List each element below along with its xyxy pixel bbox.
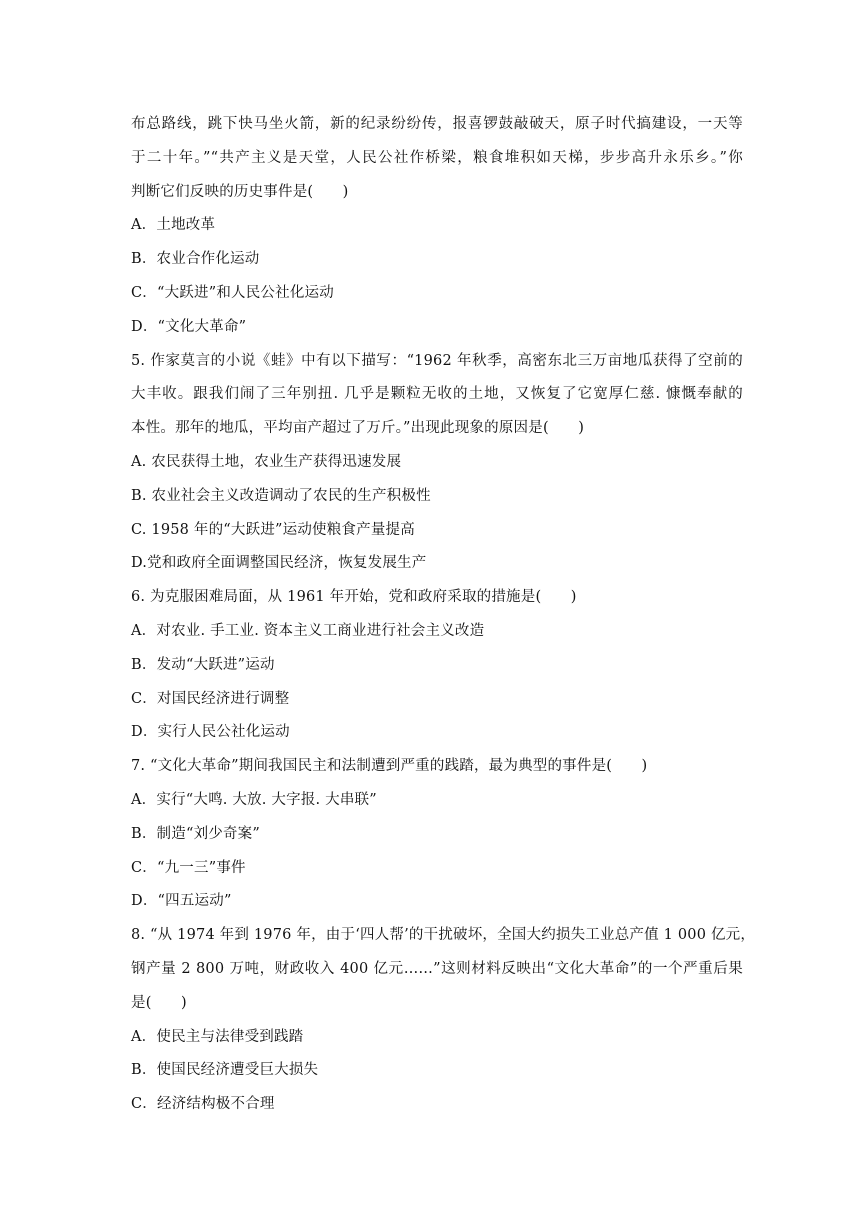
q6-option-b: B．发动“大跃进”运动: [131, 656, 275, 673]
q8-option-b: B．使国民经济遭受巨大损失: [131, 1062, 319, 1079]
document-body: [131, 108, 756, 1122]
q5-text-line-2: 大丰收。跟我们闹了三年别扭. 几乎是颗粒无收的土地，又恢复了它宽厚仁慈. 慷慨奉献的: [131, 386, 743, 403]
q8-question: 是( ): [131, 994, 187, 1011]
q5-option-b: B. 农业社会主义改造调动了农民的生产积极性: [131, 487, 431, 504]
q5-option-c: C. 1958 年的“大跃进”运动使粮食产量提高: [131, 521, 415, 538]
q8-option-a: A．使民主与法律受到践踏: [131, 1028, 304, 1045]
q4-text-line-2: 于二十年。”“共产主义是天堂，人民公社作桥梁，粮食堆积如天梯，步步高升永乐乡。”你: [131, 149, 743, 166]
q5-text-line-1: 5. 作家莫言的小说《蛙》中有以下描写：“1962 年秋季，高密东北三万亩地瓜获得了空前的: [131, 352, 743, 369]
q6-question: 6. 为克服困难局面，从 1961 年开始，党和政府采取的措施是( ): [131, 589, 577, 606]
q7-option-c: C．“九一三”事件: [131, 859, 246, 876]
q4-text-line-1: 布总路线，跳下快马坐火箭，新的纪录纷纷传，报喜锣鼓敲破天，原子时代搞建设，一天等: [131, 116, 743, 132]
q4-option-b: B．农业合作化运动: [131, 251, 260, 268]
q7-option-d: D．“四五运动”: [131, 893, 232, 910]
q4-option-d: D．“文化大革命”: [131, 318, 247, 335]
q4-option-c: C．“大跃进”和人民公社化运动: [131, 284, 334, 301]
q8-option-c: C．经济结构极不合理: [131, 1096, 275, 1113]
q8-text-line-2: 钢产量 2 800 万吨，财政收入 400 亿元……”这则材料反映出“文化大革命”的一个严重后果: [131, 960, 743, 977]
q4-option-a: A．土地改革: [131, 217, 216, 234]
q5-option-a: A. 农民获得土地，农业生产获得迅速发展: [131, 453, 402, 470]
q7-option-b: B．制造“刘少奇案”: [131, 825, 260, 842]
q6-option-c: C．对国民经济进行调整: [131, 690, 290, 707]
q6-option-a: A．对农业. 手工业. 资本主义工商业进行社会主义改造: [131, 622, 485, 639]
q7-question: 7. “文化大革命”期间我国民主和法制遭到严重的践踏，最为典型的事件是( ): [131, 758, 648, 775]
q8-text-line-1: 8. “从 1974 年到 1976 年，由于‘四人帮’的干扰破坏，全国大约损失工业总产值 1 000 亿元，: [131, 927, 756, 944]
q7-option-a: A．实行“大鸣. 大放. 大字报. 大串联”: [131, 791, 377, 808]
q6-option-d: D．实行人民公社化运动: [131, 724, 290, 741]
q5-option-d: D.党和政府全面调整国民经济，恢复发展生产: [131, 555, 427, 572]
q5-question: 本性。那年的地瓜，平均亩产超过了万斤。”出现此现象的原因是( ): [131, 420, 585, 437]
q4-question: 判断它们反映的历史事件是( ): [131, 183, 349, 200]
